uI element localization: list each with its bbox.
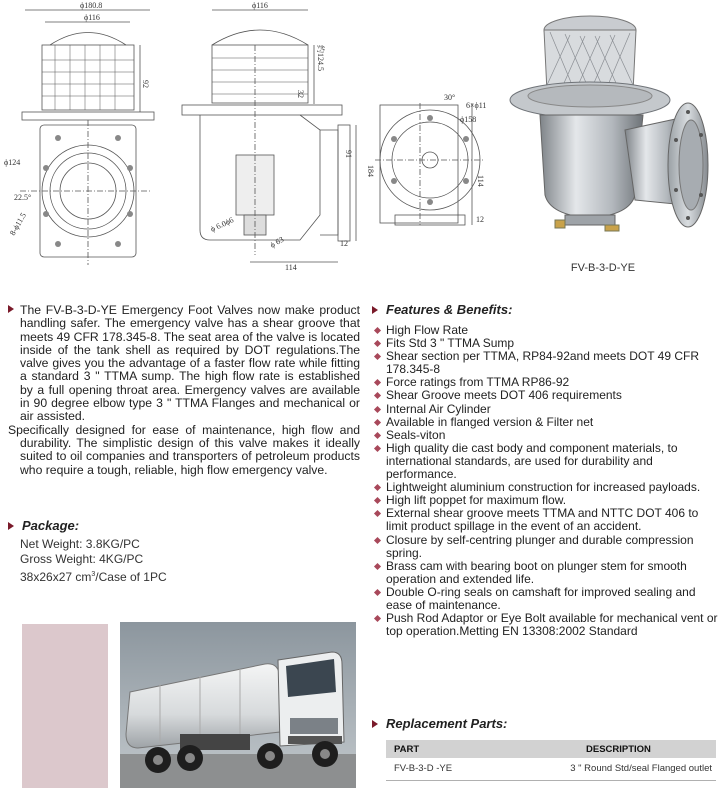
diamond-bullet-icon xyxy=(374,563,381,570)
dim-height-1245: 约124.5 xyxy=(316,45,325,71)
replacement-heading xyxy=(372,716,718,731)
diamond-bullet-icon xyxy=(374,484,381,491)
features-heading xyxy=(372,302,718,317)
dim-91: 91 xyxy=(344,150,353,158)
feature-text: Shear section per TTMA, RP84-92and meets DOT 49 CFR 178.345-8 xyxy=(386,349,700,377)
intro-paragraph-1 xyxy=(20,304,360,424)
intro-section xyxy=(8,304,360,477)
arrow-bullet-icon xyxy=(372,306,378,314)
diamond-bullet-icon xyxy=(374,327,381,334)
dim-angle: 22.5° xyxy=(14,193,32,202)
diamond-bullet-icon xyxy=(374,510,381,517)
diamond-bullet-icon xyxy=(374,589,381,596)
feature-text: Seals-viton xyxy=(386,427,446,442)
diamond-bullet-icon xyxy=(374,615,381,622)
dim-outer-dia: ϕ180.8 xyxy=(80,1,103,10)
features-title: Features & Benefits: xyxy=(386,302,513,317)
diamond-bullet-icon xyxy=(374,432,381,439)
feature-text: High lift poppet for maximum flow. xyxy=(386,493,567,508)
feature-text: Closure by self-centring plunger and durable compression spring. xyxy=(386,532,694,560)
dim-top-dia: ϕ116 xyxy=(252,1,268,10)
arrow-bullet-icon xyxy=(8,305,14,313)
feature-text: Lightweight aluminium construction for increased payloads. xyxy=(386,480,701,495)
package-heading xyxy=(8,518,348,533)
column-header-description: DESCRIPTION xyxy=(536,740,716,758)
case-size-value: 38x26x27 cm xyxy=(20,570,92,584)
dim-114b: 114 xyxy=(476,175,485,187)
dim-height-92: 92 xyxy=(141,80,150,88)
dim-32: 32 xyxy=(296,90,305,98)
intro-paragraph-1-text: The FV-B-3-D-YE Emergency Foot Valves now make product handling safer. The emergency valve has a shear groove that meets 49 CFR 178.345-8. The seat area of the valve is located inside of the tank shell as required by DOT regulations.The valve gives you the advantage of a faster flow rate while fitting a standard 3 " TTMA sump. The high flow rate is established by a full opening throat area. Emergency valves are available in 90 degree elbow type 3 " TTMA Flanges and mechanical or air assisted. xyxy=(20,303,360,424)
feature-text: Force ratings from TTMA RP86-92 xyxy=(386,375,570,390)
feature-text: External shear groove meets TTMA and NTTC DOT 406 to limit product spillage in the event of an accident. xyxy=(386,506,699,534)
feature-text: Push Rod Adaptor or Eye Bolt available for mechanical vent or top operation.Metting EN 13308:2002 Standard xyxy=(386,611,718,639)
tanker-truck-photo xyxy=(120,622,356,788)
feature-text: Brass cam with bearing boot on plunger stem for smooth operation and extended life. xyxy=(386,558,687,586)
case-size xyxy=(20,567,348,585)
product-caption: FV-B-3-D-YE xyxy=(570,262,636,274)
intro-paragraph-2: Specifically designed for ease of maintenance, high flow and durability. The simplistic design of this valve makes it ideally suited to oil companies and transporters of petroleum products who require a tough, reliable, high flow emergency valve. xyxy=(8,422,360,477)
diamond-bullet-icon xyxy=(374,445,381,452)
features-section xyxy=(372,302,718,638)
feature-text: Fits Std 3 " TTMA Sump xyxy=(386,336,515,351)
feature-item xyxy=(372,534,718,560)
diamond-bullet-icon xyxy=(374,379,381,386)
feature-text: Shear Groove meets DOT 406 requirements xyxy=(386,388,622,403)
arrow-bullet-icon xyxy=(372,720,378,728)
case-size-sup: 3 xyxy=(91,571,96,578)
dim-114: 114 xyxy=(285,263,297,272)
feature-item xyxy=(372,586,718,612)
features-list xyxy=(372,324,718,638)
replacement-title: Replacement Parts: xyxy=(386,716,508,731)
diamond-bullet-icon xyxy=(374,536,381,543)
package-list xyxy=(8,537,348,585)
product-photo xyxy=(495,0,720,255)
dim-inner-dia: ϕ116 xyxy=(84,13,100,22)
feature-text: Double O-ring seals on camshaft for improved sealing and ease of maintenance. xyxy=(386,584,696,612)
dim-30: 30° xyxy=(444,93,456,102)
decorative-panel xyxy=(22,624,108,788)
replacement-parts-table xyxy=(386,740,716,781)
diamond-bullet-icon xyxy=(374,340,381,347)
dim-thread: ϕ 6.0ϕ6 xyxy=(209,215,235,234)
arrow-bullet-icon xyxy=(8,522,14,530)
feature-item xyxy=(372,560,718,586)
diamond-bullet-icon xyxy=(374,419,381,426)
dim-184: 184 xyxy=(366,165,375,177)
feature-text: High Flow Rate xyxy=(386,323,469,337)
feature-text: Available in flanged version & Filter net xyxy=(386,414,594,429)
net-weight: Net Weight: 3.8KG/PC xyxy=(20,537,140,551)
table-row xyxy=(386,758,716,780)
diamond-bullet-icon xyxy=(374,406,381,413)
dim-12b: 12 xyxy=(476,215,484,224)
feature-text: High quality die cast body and component materials, to international standards, are used for durability and performance. xyxy=(386,440,678,482)
dim-bolt: 8-ϕ11.5 xyxy=(7,211,29,237)
case-size-suffix: /Case of 1PC xyxy=(95,570,167,584)
dim-pipe-dia: ϕ 63 xyxy=(268,234,286,250)
table-header-row xyxy=(386,740,716,758)
diamond-bullet-icon xyxy=(374,497,381,504)
diamond-bullet-icon xyxy=(374,353,381,360)
gross-weight: Gross Weight: 4KG/PC xyxy=(20,552,144,566)
package-section xyxy=(8,518,348,585)
dim-pcd: ϕ158 xyxy=(460,115,477,124)
part-cell: FV-B-3-D -YE xyxy=(386,758,536,780)
description-cell: 3 " Round Std/seal Flanged outlet xyxy=(536,758,716,780)
feature-item xyxy=(372,442,718,481)
feature-item xyxy=(372,507,718,533)
dim-12: 12 xyxy=(340,239,348,248)
feature-text: Internal Air Cylinder xyxy=(386,401,491,416)
dim-flange-dia: ϕ124 xyxy=(4,158,21,167)
feature-item xyxy=(372,612,718,638)
dim-holes: 6×ϕ11 xyxy=(466,101,487,110)
feature-item xyxy=(372,350,718,376)
diamond-bullet-icon xyxy=(374,392,381,399)
column-header-part: PART xyxy=(386,740,536,758)
package-title: Package: xyxy=(22,518,80,533)
intro-text xyxy=(8,304,360,477)
